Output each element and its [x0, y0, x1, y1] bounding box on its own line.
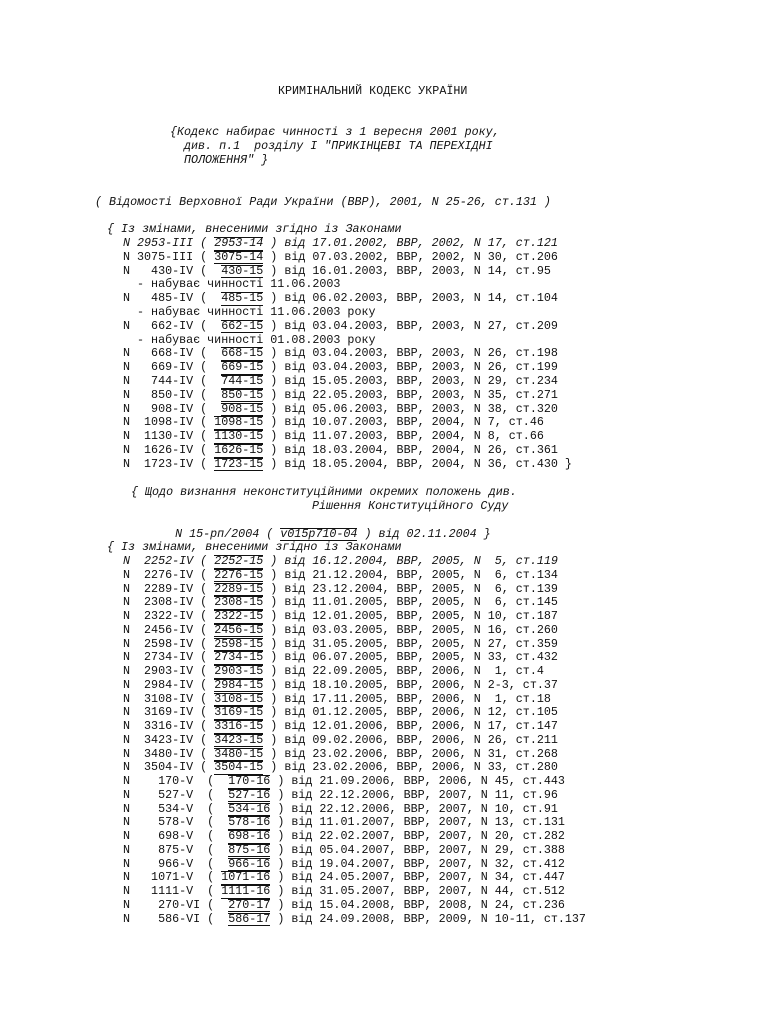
amendment-details: ) від 03.03.2005, ВВР, 2005, N 16, ст.260	[263, 622, 558, 637]
amendment-law-number: N 3169-IV (	[123, 705, 215, 720]
amendment-link[interactable]: 908-15	[221, 401, 264, 416]
amendment-row	[123, 375, 558, 389]
amendment-row	[123, 830, 565, 844]
amendment-details: ) від 18.05.2004, ВВР, 2004, N 36, ст.430 }	[263, 456, 572, 471]
intro-line-3: ПОЛОЖЕННЯ" }	[184, 153, 269, 167]
amendment-row	[123, 651, 558, 665]
amendment-link[interactable]: 3423-15	[214, 732, 264, 747]
ccu-note-suffix: ) від 02.11.2004 }	[357, 526, 491, 541]
amendment-link[interactable]: 2456-15	[214, 622, 264, 637]
amendment-row	[123, 706, 558, 720]
amendment-row	[123, 871, 565, 885]
amendment-details: ) від 23.02.2006, ВВР, 2006, N 33, ст.280	[263, 760, 558, 775]
amendment-details: ) від 05.04.2007, ВВР, 2007, N 29, ст.388	[270, 842, 565, 857]
amendment-details: ) від 01.12.2005, ВВР, 2006, N 12, ст.105	[263, 705, 558, 720]
ccu-note-prefix: N 15-рп/2004 (	[175, 526, 281, 541]
amendment-link[interactable]: 2984-15	[214, 677, 264, 692]
amendment-details: ) від 22.05.2003, ВВР, 2003, N 35, ст.271	[263, 387, 558, 402]
amendment-row	[123, 693, 551, 707]
amendment-details: ) від 23.02.2006, ВВР, 2006, N 31, ст.268	[263, 746, 558, 761]
amendment-details: ) від 18.10.2005, ВВР, 2006, N 2-3, ст.37	[263, 677, 558, 692]
effective-date-note: - набуває чинності 11.06.2003	[123, 277, 341, 292]
amendment-link[interactable]: 3169-15	[214, 705, 264, 720]
amendment-link[interactable]: 662-15	[221, 318, 264, 333]
amendment-law-number: N 2322-IV (	[123, 609, 215, 623]
amendment-law-number: N 3504-IV (	[123, 760, 215, 775]
amendment-law-number: N 430-IV (	[123, 263, 222, 278]
amendment-details: ) від 22.02.2007, ВВР, 2007, N 20, ст.282	[270, 829, 565, 843]
amendment-details: ) від 11.07.2003, ВВР, 2004, N 8, ст.66	[263, 429, 544, 444]
amendment-link[interactable]: 3108-15	[214, 691, 264, 706]
amendment-link[interactable]: 1130-15	[214, 429, 264, 444]
amendment-details: ) від 11.01.2005, ВВР, 2005, N 6, ст.145	[263, 595, 558, 610]
amendment-row	[123, 610, 558, 624]
amendment-link[interactable]: 2289-15	[214, 581, 264, 596]
amendment-row	[123, 624, 558, 638]
amendment-link[interactable]: 2953-14	[214, 236, 264, 250]
amendment-row	[123, 430, 544, 444]
amendment-row	[123, 555, 558, 569]
effective-date-note: - набуває чинності 11.06.2003 року	[123, 305, 376, 319]
amendment-link[interactable]: 430-15	[221, 263, 264, 278]
amendment-row	[123, 913, 586, 927]
amendment-details: ) від 31.05.2005, ВВР, 2005, N 27, ст.359	[263, 636, 558, 651]
amendment-row	[123, 389, 558, 403]
amendment-link[interactable]: 2276-15	[214, 567, 264, 582]
amendment-link[interactable]: 1098-15	[214, 415, 264, 430]
amendment-law-number: N 3108-IV (	[123, 691, 215, 706]
amendment-law-number: N 2308-IV (	[123, 595, 215, 610]
amendment-details: ) від 21.09.2006, ВВР, 2006, N 45, ст.443	[270, 774, 565, 788]
amendment-law-number: N 698-V (	[123, 829, 229, 843]
amendment-law-number: N 875-V (	[123, 842, 229, 857]
amendment-law-number: N 744-IV (	[123, 374, 222, 388]
amendment-details: ) від 11.01.2007, ВВР, 2007, N 13, ст.131	[270, 815, 565, 830]
amendment-link[interactable]: 2598-15	[214, 636, 264, 651]
amendment-details: ) від 05.06.2003, ВВР, 2003, N 38, ст.320	[263, 401, 558, 416]
amendment-row	[123, 292, 558, 306]
source-citation: ( Відомості Верховної Ради України (ВВР), 2001, N 25-26, ст.131 )	[95, 195, 551, 209]
amendment-row	[123, 748, 558, 762]
amendment-law-number: N 3423-IV (	[123, 732, 215, 747]
amendment-row	[123, 596, 558, 610]
amendment-row	[123, 403, 558, 417]
amendment-law-number: N 2953-III (	[123, 236, 215, 250]
amendment-details: ) від 31.05.2007, ВВР, 2007, N 44, ст.512	[270, 884, 565, 898]
amendment-law-number: N 485-IV (	[123, 291, 222, 306]
amendment-details: ) від 16.01.2003, ВВР, 2003, N 14, ст.95	[263, 263, 551, 278]
amendment-details: ) від 22.09.2005, ВВР, 2006, N 1, ст.4	[263, 664, 544, 678]
amendment-row	[123, 679, 558, 693]
amendment-link[interactable]: 668-15	[221, 346, 264, 361]
amendment-link[interactable]: 1626-15	[214, 443, 264, 457]
amendment-details: ) від 06.02.2003, ВВР, 2003, N 14, ст.104	[263, 291, 558, 306]
ccu-note-line-3	[147, 514, 491, 541]
amendment-law-number: N 2734-IV (	[123, 650, 215, 665]
amendment-row	[123, 775, 565, 789]
amendment-law-number: N 1098-IV (	[123, 415, 215, 430]
amendment-row	[123, 361, 558, 375]
amendment-link[interactable]: 527-16	[228, 787, 271, 802]
amendment-row	[123, 720, 558, 734]
amendment-row	[123, 844, 565, 858]
amendment-link[interactable]: 578-16	[228, 815, 271, 830]
amendment-link[interactable]: 744-15	[221, 374, 264, 388]
amendment-row	[123, 665, 544, 679]
amendment-law-number: N 3316-IV (	[123, 719, 215, 733]
amendment-details: ) від 17.01.2002, ВВР, 2002, N 17, ст.121	[263, 236, 558, 250]
amendment-law-number: N 668-IV (	[123, 346, 222, 361]
amendment-details: ) від 15.05.2003, ВВР, 2003, N 29, ст.234	[263, 374, 558, 388]
amendment-row	[123, 237, 558, 251]
amendment-law-number: N 3075-III (	[123, 249, 215, 264]
ccu-note-line-2: Рішення Конституційного Суду	[312, 499, 509, 513]
amendment-row	[123, 899, 565, 913]
amendment-details: ) від 22.12.2006, ВВР, 2007, N 10, ст.91	[270, 801, 558, 816]
amendment-link[interactable]: 270-17	[228, 897, 271, 912]
amendment-link[interactable]: 586-17	[228, 911, 271, 926]
amendment-row	[123, 885, 565, 899]
amendment-details: ) від 15.04.2008, ВВР, 2008, N 24, ст.236	[270, 897, 565, 912]
amendment-law-number: N 2276-IV (	[123, 567, 215, 582]
amendment-row	[123, 265, 551, 279]
amendment-row	[123, 416, 544, 430]
amendment-link[interactable]: 534-16	[228, 801, 271, 816]
amendment-law-number: N 2984-IV (	[123, 677, 215, 692]
amendment-link[interactable]: 1111-16	[221, 884, 271, 898]
amendment-row	[123, 320, 558, 334]
amendment-link[interactable]: 3480-15	[214, 746, 264, 761]
amendment-details: ) від 03.04.2003, ВВР, 2003, N 27, ст.209	[263, 318, 558, 333]
amendment-link[interactable]: 698-16	[228, 829, 271, 843]
amendment-link[interactable]: 2734-15	[214, 650, 264, 665]
intro-line-2: див. п.1 розділу I "ПРИКІНЦЕВІ ТА ПЕРЕХІДНІ	[184, 139, 493, 153]
ccu-decision-link[interactable]: v015p710-04	[280, 526, 358, 541]
amendment-law-number: N 270-VI (	[123, 897, 229, 912]
amendment-row	[123, 789, 558, 803]
amendment-law-number: N 669-IV (	[123, 360, 222, 375]
amendment-link[interactable]: 1723-15	[214, 456, 264, 471]
amendment-law-number: N 850-IV (	[123, 387, 222, 402]
changes-header-2: { Із змінами, внесеними згідно із Законами	[107, 540, 402, 554]
amendment-law-number: N 170-V (	[123, 774, 229, 788]
amendment-details: ) від 09.02.2006, ВВР, 2006, N 26, ст.211	[263, 732, 558, 747]
amendment-details: ) від 12.01.2006, ВВР, 2006, N 17, ст.147	[263, 719, 558, 733]
amendment-law-number: N 3480-IV (	[123, 746, 215, 761]
amendment-details: ) від 16.12.2004, ВВР, 2005, N 5, ст.119	[263, 554, 558, 568]
intro-line-1: {Кодекс набирає чинності з 1 вересня 2001 року,	[170, 125, 500, 139]
document-title: КРИМІНАЛЬНИЙ КОДЕКС УКРАЇНИ	[278, 84, 468, 98]
amendment-row	[123, 761, 558, 775]
amendment-row	[123, 803, 558, 817]
amendment-law-number: N 1071-V (	[123, 870, 222, 885]
amendment-details: ) від 07.03.2002, ВВР, 2002, N 30, ст.206	[263, 249, 558, 264]
amendment-link[interactable]: 2252-15	[214, 554, 264, 568]
amendment-row	[123, 569, 558, 583]
amendment-link[interactable]: 485-15	[221, 291, 264, 306]
ccu-note-line-1: { Щодо визнання неконституційними окремих положень див.	[131, 485, 517, 499]
amendment-link[interactable]: 170-16	[228, 774, 271, 788]
amendment-details: ) від 03.04.2003, ВВР, 2003, N 26, ст.198	[263, 346, 558, 361]
amendment-link[interactable]: 850-15	[221, 387, 264, 402]
amendment-row	[123, 734, 558, 748]
amendment-details: ) від 22.12.2006, ВВР, 2007, N 11, ст.96	[270, 787, 558, 802]
amendment-link[interactable]: 966-16	[228, 856, 271, 871]
amendment-law-number: N 534-V (	[123, 801, 229, 816]
amendment-link[interactable]: 3316-15	[214, 719, 264, 733]
amendment-law-number: N 527-V (	[123, 787, 229, 802]
amendment-law-number: N 2289-IV (	[123, 581, 215, 596]
amendment-details: ) від 19.04.2007, ВВР, 2007, N 32, ст.412	[270, 856, 565, 871]
amendment-details: ) від 23.12.2004, ВВР, 2005, N 6, ст.139	[263, 581, 558, 596]
amendment-row	[123, 458, 572, 472]
amendment-law-number: N 2903-IV (	[123, 664, 215, 678]
changes-header-1: { Із змінами, внесеними згідно із Законами	[107, 222, 402, 236]
amendment-details: ) від 12.01.2005, ВВР, 2005, N 10, ст.187	[263, 609, 558, 623]
amendment-row	[123, 444, 558, 458]
amendment-details: ) від 18.03.2004, ВВР, 2004, N 26, ст.361	[263, 443, 558, 457]
amendment-details: ) від 24.09.2008, ВВР, 2009, N 10-11, ст.137	[270, 911, 586, 926]
amendment-law-number: N 908-IV (	[123, 401, 222, 416]
amendment-row	[123, 858, 565, 872]
amendment-link[interactable]: 3075-14	[214, 249, 264, 264]
amendment-law-number: N 1723-IV (	[123, 456, 215, 471]
amendment-link[interactable]: 2308-15	[214, 595, 264, 610]
amendment-link[interactable]: 3504-15	[214, 760, 264, 775]
amendment-law-number: N 2252-IV (	[123, 554, 215, 568]
amendment-row	[123, 816, 565, 830]
amendment-link[interactable]: 2322-15	[214, 609, 264, 623]
amendment-law-number: N 578-V (	[123, 815, 229, 830]
amendment-row	[123, 583, 558, 597]
amendment-row	[123, 638, 558, 652]
amendment-details: ) від 03.04.2003, ВВР, 2003, N 26, ст.199	[263, 360, 558, 375]
amendment-law-number: N 1111-V (	[123, 884, 222, 898]
amendment-link[interactable]: 875-16	[228, 842, 271, 857]
amendment-row	[123, 251, 558, 265]
amendment-law-number: N 966-V (	[123, 856, 229, 871]
amendment-link[interactable]: 1071-16	[221, 870, 271, 885]
effective-date-note: - набуває чинності 01.08.2003 року	[123, 332, 376, 347]
amendment-law-number: N 1130-IV (	[123, 429, 215, 444]
amendment-law-number: N 2456-IV (	[123, 622, 215, 637]
amendment-law-number: N 2598-IV (	[123, 636, 215, 651]
amendment-law-number: N 1626-IV (	[123, 443, 215, 457]
amendment-link[interactable]: 669-15	[221, 360, 264, 375]
amendment-link[interactable]: 2903-15	[214, 664, 264, 678]
amendment-details: ) від 10.07.2003, ВВР, 2004, N 7, ст.46	[263, 415, 544, 430]
amendment-law-number: N 586-VI (	[123, 911, 229, 926]
amendment-law-number: N 662-IV (	[123, 318, 222, 333]
amendment-details: ) від 24.05.2007, ВВР, 2007, N 34, ст.447	[270, 870, 565, 885]
amendment-details: ) від 06.07.2005, ВВР, 2005, N 33, ст.432	[263, 650, 558, 665]
amendment-details: ) від 17.11.2005, ВВР, 2006, N 1, ст.18	[263, 691, 551, 706]
amendment-row	[123, 347, 558, 361]
amendment-details: ) від 21.12.2004, ВВР, 2005, N 6, ст.134	[263, 567, 558, 582]
